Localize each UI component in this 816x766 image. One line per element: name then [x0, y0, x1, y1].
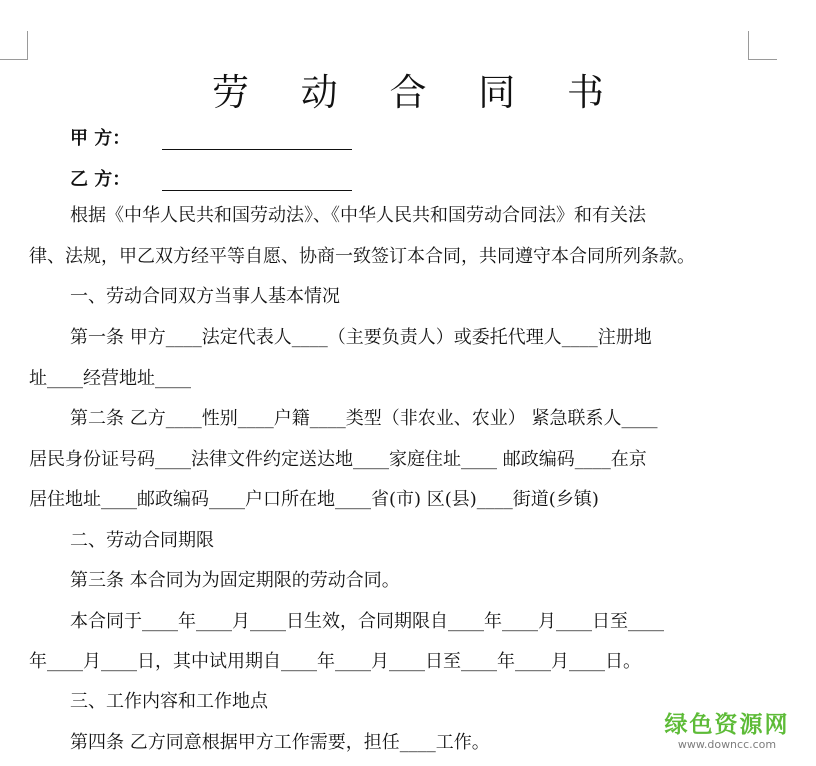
watermark-logo-text: 绿色资源网 [664, 712, 790, 738]
paragraph-line: 第二条 乙方____性别____户籍____类型（非农业、农业） 紧急联系人____ [70, 408, 658, 429]
paragraph-line: 本合同于____年____月____日生效，合同期限自____年____月____日至____ [70, 611, 664, 632]
site-watermark [652, 712, 802, 751]
party-a-blank [162, 129, 352, 150]
paragraph-line: 居住地址____邮政编码____户口所在地____省(市) 区(县)____街道(乡镇) [29, 489, 599, 510]
page-corner-top-right [748, 31, 777, 60]
paragraph-line: 居民身份证号码____法律文件约定送达地____家庭住址____ 邮政编码____在京 [29, 449, 647, 470]
watermark-url: www.downcc.com [677, 738, 777, 751]
section-heading: 一、劳动合同双方当事人基本情况 [70, 286, 340, 307]
paragraph-line: 年____月____日，其中试用期自____年____月____日至____年____月____日。 [29, 651, 641, 672]
document-title: 劳 动 合 同 书 [211, 71, 625, 114]
paragraph-line: 律、法规，甲乙双方经平等自愿、协商一致签订本合同，共同遵守本合同所列条款。 [29, 246, 695, 267]
section-heading: 三、工作内容和工作地点 [70, 691, 268, 712]
party-b-row [70, 165, 352, 191]
party-b-label: 乙 方： [70, 169, 131, 190]
paragraph-line: 第一条 甲方____法定代表人____（主要负责人）或委托代理人____注册地 [70, 327, 652, 348]
paragraph-line: 根据《中华人民共和国劳动法》、《中华人民共和国劳动合同法》和有关法 [70, 205, 646, 226]
party-b-blank [162, 170, 352, 191]
page-corner-top-left [0, 31, 28, 60]
party-a-row [70, 124, 352, 150]
paragraph-line: 址____经营地址____ [29, 368, 191, 389]
section-heading: 二、劳动合同期限 [70, 530, 214, 551]
party-a-label: 甲 方： [70, 128, 131, 149]
paragraph-line: 第四条 乙方同意根据甲方工作需要，担任____工作。 [70, 732, 490, 753]
paragraph-line: 第三条 本合同为为固定期限的劳动合同。 [70, 570, 400, 591]
